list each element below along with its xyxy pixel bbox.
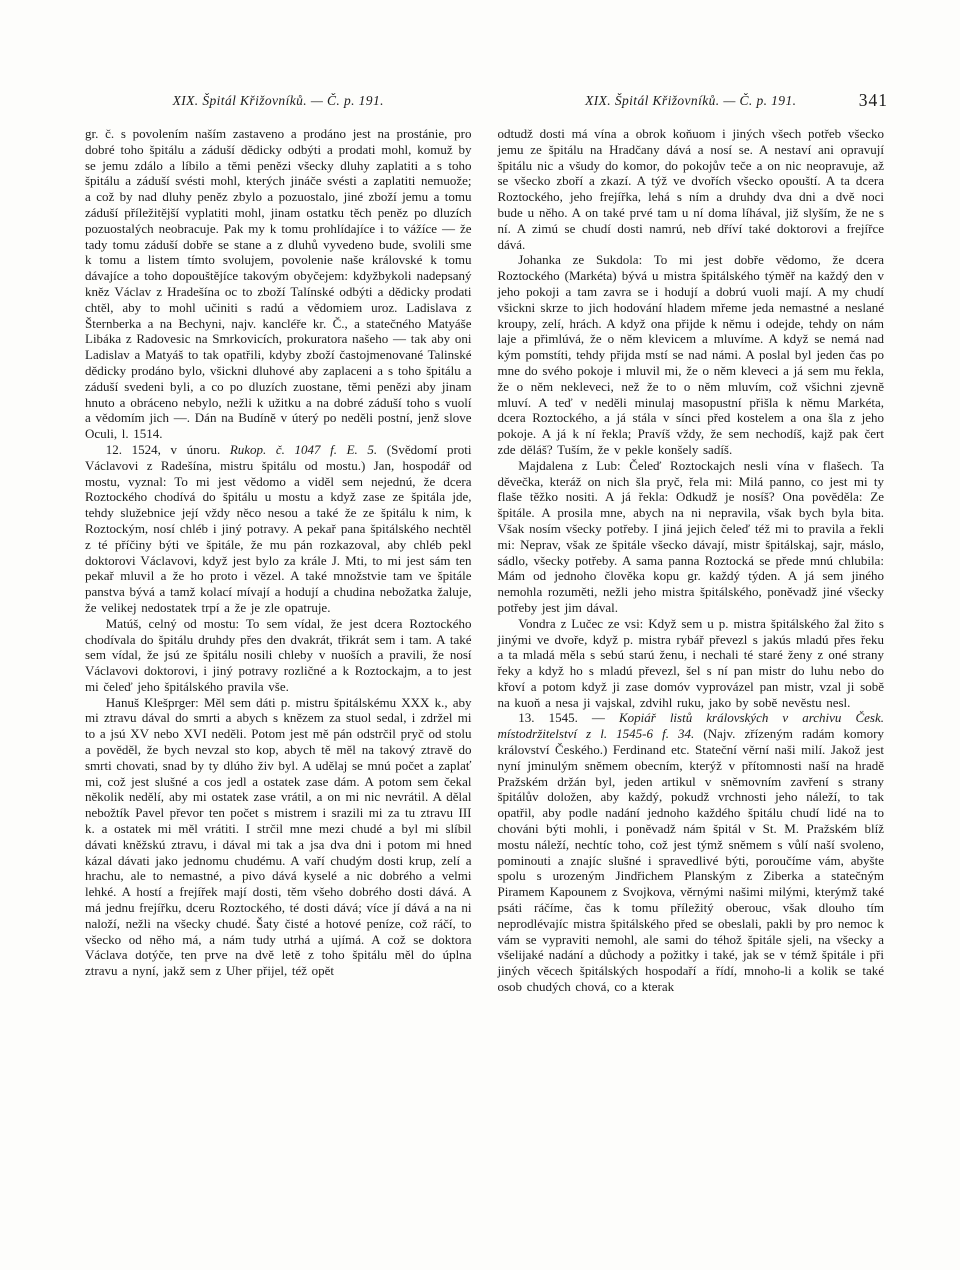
text-run: Johanka ze Sukdola: To mi jest dobře vědomo, že dcera Roztockého (Markéta) bývá u mistra špitálského týměř na každý den v jeho pokoji a tam zavra se i hodují a dobrú vuoli mají. A my chudí všickni skrze to jich hodování hladem mřeme jeda nemastné a neslané kroupy, zelí, hrách. A když ona přijde k němu i odejde, tehdy on nám laje a přimlúvá, že o něm klevicem a mluvíme. A když se nemá nad kým pomstíti, tehdy přijda mstí se nad námi. A poslal byl jeden čas po mne do svého pokoje i mluvil mi, že o něm kleveci a já sem mu řekla, že o něm nekleveci, než že to o něm mluvím, což všichni zjevně mluví. A teď v neděli minulaj masopustní přišla k němu Markéta, dcera Roztockého, a já stála v sínci před kostelem a ona šla z jeho pokoje. A já k ní řekla; Pravíš vždy, že sem nechodíš, kajž pak čert zde děláš? Tuším, že v pekle konšely sadíš. (497, 252, 884, 457)
paragraph (85, 126, 472, 442)
page-header (85, 90, 888, 110)
page-number: 341 (858, 90, 888, 110)
paragraph (85, 616, 472, 695)
paragraph (498, 252, 885, 457)
paragraph (498, 126, 885, 252)
paragraph (498, 616, 885, 711)
paragraph (85, 442, 472, 616)
paragraph (498, 710, 885, 994)
text-run: 12. 1524, v únoru. (105, 441, 230, 457)
running-title-left: XIX. Špitál Křižovníků. — Č. p. 191. (172, 93, 384, 108)
running-title-right: XIX. Špitál Křižovníků. — Č. p. 191. (585, 93, 797, 108)
text-run: Matúš, celný od mostu: To sem vídal, že jest dcera Roztockého chodívala do špitálu druhdy přes den dvakrát, třikrát sem i tam. A také sem vídal, že jsú ze špitálu nosili chleby v nuoších a pravili, že nosí Václavovi doktorovi, i jiný potravy rozličné a k Roztockajm, a to jest mi čeleď jeho špitálského pravila vše. (85, 615, 472, 694)
text-column-right (498, 126, 885, 995)
text-column-left (85, 126, 472, 995)
italic-text-run: Kopiář listů královských v archivu Česk. místodržitelství z l. 1545-6 f. 34. (497, 710, 884, 742)
paragraph (498, 458, 885, 616)
text-columns (85, 126, 884, 995)
text-run: Majdalena z Lub: Čeleď Roztockajch nesli vína v flašech. Ta děvečka, kteráž on nich šla pryč, řela mi: Milá panno, co jest mi ty flaše těžko nositi. A já řekla: Odkudž je nosíš? Ona pověděla: Ze špitále. A prosila mne, abych na ni nepravila, však bych byla bita. Však nosím všecky potřeby. I jiná jejich čeleď též mi to pravila a řekli mi: Neprav, však ze špitále všecko dávají, mistr špitálskaj, sajr, máslo, sádlo, všecky potřeby. A sama panna Roztocká se přede mnú chlubila: Mám od jednoho člověka kopu gr. každý týden. A já sem jiného nemohla rozuměti, nežli jeho mistra špitálského, poněvadž jiné všecky potřeby jest jim dával. (497, 457, 884, 615)
running-title-right-cell (498, 90, 888, 110)
paragraph (85, 695, 472, 979)
italic-text-run: Rukop. č. 1047 f. E. 5. (229, 441, 378, 457)
text-run: (Svědomí proti Václavovi z Radešína, mistru špitálu od mostu.) Jan, hospodář od mostu, vyznal: To mi jest vědomo a viděl sem nejednú, že dcera Roztockého chodívá do špitálu u mostu a když zase ze špitála jde, tehdy služebnice její vždy něco nesou a také že ze špitálu k nim, k Roztockým, nosí chléb i jiný potravy. A pekař pana špitálského nechtěl z té příčiny býti ve špitále, že mu pán rozkazoval, aby chléb pekl doktorovi Václavovi, když jest bylo za krále J. Mti, to mi jest sám ten pekař mluvil a že ho proto i vězel. A také množstvie tam ve špitále panstva bývá a tamž kolací mívají a hodují a chudina nebožatka žaluje, že velikej nedostatek trpí a že je zle opatruje. (85, 441, 472, 615)
text-run: Vondra z Lučec ze vsi: Když sem u p. mistra špitálského žal žito s jinými ve dvoře, když p. mistra rybář převezl s jakús mladú přes řeku a ta mladá měla s sebú starú ženu, i nechali té staré ženy z oné strany řeky a když ho s mladú převezl, šel s ní pan mistr do luhu nebo do křoví a potom když ji zase domóv vyprovázel pan mistr, vzal ji sobě na kuoň a nesa ji vajskal, zdvihl ruku, jako by sobě nevěstu nesl. (497, 615, 884, 710)
text-run: (Najv. zřízeným radám komory království Českého.) Ferdinand etc. Stateční věrní naši milí. Jakož jest nyní jminulým sněmem obecním, kterýž v přítomnosti naší na hradě Pražském držán byl, jeden artikul v sněmovním zavření s strany špitálův doložen, aby každý, pokudž vrchnosti jeho náleží, to tak opatřil, aby podle nadání jednoho každého špitálu chudí lidé na to chováni býti mohli, i poněvadž nám špitál v St. M. Pražském blíž mostu náleží, nechtíc toho, což jest týmž sněmem s vůlí naší svoleno, pominouti a znajíc slušné i spravedlivé býti, poroučíme vám, abyšte spolu s urozeným Jindřichem Planským z Ziberka a statečným Piramem Kapounem z Svojkova, věrnými našimi milými, kterýmž také psáti ráčíme, čas k tomu příležitý oberouc, však dlouho tím neprodlévajíc mistra špitálského před se obeslali, pakli by pro nemoc k vám se vypraviti nemohl, ale sami do téhož špitále sjeli, na všecky a všelijaké nadání a důchody a požitky i také, jak se v témž špitále i při jiných věcech špitálských hospodaří a řídí, mnoho-li a kolik se také osob chudých chová, co a kterak (497, 726, 885, 995)
text-run: gr. č. s povolením naším zastaveno a prodáno jest na prostánie, pro dobré toho špitálu a záduší dědicky odbýti a prodati mohl, komuž by se jemu zdálo a líbilo a těmi penězi všecky dluhy zaplatiti a s toho špitálu a záduší svésti mohl, kterých jináče svésti a zaplatiti nemuože; a což by nad dluhy peněz zbylo a pozuostalo, jiné zboží jemu a tomu záduší příležitější vyplatiti mohl, jinam ostatku těch peněz po dluzích pozuostalých neobracuje. Pak my k tomu prohlídajíce i to vážíce — že tady tomu záduší dobře se stane a z dluhů vyvedeno bude, svolili sme k tomu a listem tímto svolujem, povolenie naše královské k tomu dávajíce a toho dopouštějíce takovým obyčejem: kdyžbykoli nadepsaný kněz Václav z Hradešína oc to zboží Talínské odbýti a dědicky prodati chtěl, aby to mohl učiniti s radú a vědomiem uroz. Ladislava z Šternberka a na Bechyni, najv. kancléře kr. Č., a statečného Matyáše Libáka z Radovesic na Smrkovicích, prokuratora našeho — tak aby oni Ladislav a Matyáš to tak opatřili, kdyby zboží častojmenované Talinské dědicky prodáno bylo, všickni dluhové aby zaplaceni a s toho špitálu a záduší svedeni byli, a co po dluzích zuostane, těmi penězi aby jinam hnuto a obráceno nebylo, nežli k užitku a na dobré záduší toho s vuolí a vědomím jich —. Dán na Budíně v úterý po neděli postní, jenž slove Oculi, l. 1514. (85, 126, 472, 442)
text-run: 13. 1545. — (518, 710, 619, 726)
text-run: odtudž dosti má vína a obrok koňuom i jiných všech potřeb všecko jemu ze špitálu na Hradčany dává a nosí se. A nestaví ani opravují špitálu nic a všudy do komor, do pokojův teče a on nic neopravuje, až se všecko zboří a zkazí. A týž ve dvořích všecko opouští. A ta dcera Roztockého, jeho frejířka, lehá s ním a druhdy dva dni a dvě noci bude u něho. A on také prvé tam u ní doma líhával, již slyším, že ne s ní. A zimú se chudí dosti namrú, neb dříví také doktorovi a frejířce dává. (497, 126, 884, 252)
text-run: Hanuš Klešprger: Měl sem dáti p. mistru špitálskému XXX k., aby mi ztravu dával do smrti a abych s knězem za stuol sedal, i zdržel mi to a jsú XV nebo XVI neděli. Potom jest mě pán odstrčil pryč od stolu a pověděl, že bych nevzal sto kop, abych tě měl na takový ztravě do smrti chovati, snad by ty dlúho živ byl. A udělaj se mnú počet a zaplať mi, což jest slušné a cos jedl a ostatek zase dám. A potom sem čekal několik nedělí, aby mi ostatek zase vrátil, a on mi nic nevrátil. A dělal nebožtík Pavel převor ten počet s mistrem i srazili mi za tu ztravu III k. a ostatek mi měl vrátiti. I strčil mne mezi chudé a byl mi slíbil dávati kněžskú ztravu, i dával mi tak a jsa dva dni i potom mi hned kázal dávati jako jednomu chudému. A vaří chudým dosti krup, zelí a hrachu, ale to nemastné, a pivo dává kyselé a nic dobrého a velmi lehké. A hostí a frejířek mají dosti, těm všeho dobrého dosti dává. A má jednu frejířku, dceru Roztockého, té dosti dává; více jí dává a na ni naloží, nežli na všecky chudé. Šaty čisté a hotové peníze, což ráčí, to všecko od něho má, a nám tudy utrhá a ujímá. A což se doktora Václava dotýče, ten prve na dvě letě z toho špitálu měl do úplna ztravu a nyní, jakž sem z Uher přijel, též opět (85, 694, 472, 979)
